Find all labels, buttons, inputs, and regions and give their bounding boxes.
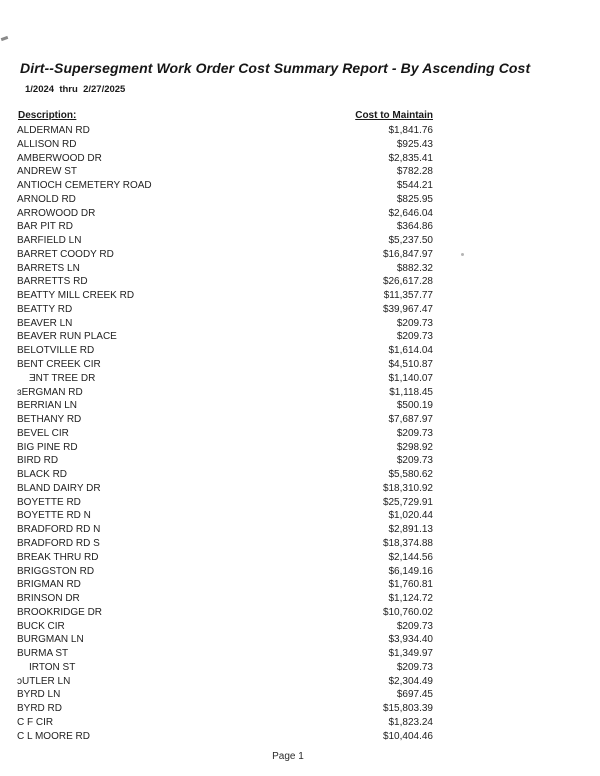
table-row bbox=[0, 248, 600, 262]
road-name: BURMA ST bbox=[17, 648, 69, 660]
cost-value: $209.73 bbox=[396, 317, 433, 329]
table-row bbox=[0, 592, 600, 606]
cost-value: $1,020.44 bbox=[388, 510, 433, 522]
road-name: BETHANY RD bbox=[17, 414, 82, 426]
cost-value: $209.73 bbox=[396, 620, 433, 632]
description-column-header: Description: bbox=[18, 110, 77, 121]
cost-value: $39,967.47 bbox=[382, 303, 433, 315]
road-name: BYRD RD bbox=[17, 703, 63, 715]
cost-value: $825.95 bbox=[396, 193, 433, 205]
cost-value: $209.73 bbox=[396, 331, 433, 343]
road-name: BRIGGSTON RD bbox=[17, 565, 95, 577]
cost-value: $1,614.04 bbox=[388, 345, 433, 357]
road-name: ANDREW ST bbox=[17, 166, 77, 178]
road-name: BELOTVILLE RD bbox=[17, 345, 95, 357]
road-name: BAR PIT RD bbox=[17, 221, 73, 233]
road-name: BLAND DAIRY DR bbox=[17, 482, 101, 494]
cost-value: $16,847.97 bbox=[382, 248, 433, 260]
table-row bbox=[0, 152, 600, 166]
cost-value: $925.43 bbox=[396, 138, 433, 150]
road-name: C L MOORE RD bbox=[17, 730, 90, 742]
cost-value: $1,124.72 bbox=[388, 593, 433, 605]
cost-value: $3,934.40 bbox=[388, 634, 433, 646]
table-row bbox=[0, 661, 600, 675]
table-row bbox=[0, 537, 600, 551]
road-name: BERRIAN LN bbox=[17, 400, 78, 412]
cost-value: $10,404.46 bbox=[382, 730, 433, 742]
cost-value: $1,841.76 bbox=[388, 125, 433, 136]
table-row bbox=[0, 179, 600, 193]
table-row bbox=[0, 606, 600, 620]
cost-value: $882.32 bbox=[396, 262, 433, 274]
road-name: BARRET COODY RD bbox=[17, 248, 114, 260]
road-name: BRINSON DR bbox=[17, 593, 80, 605]
road-name: BURGMAN LN bbox=[17, 634, 84, 646]
cost-value: $26,617.28 bbox=[382, 276, 433, 288]
cost-value: $2,304.49 bbox=[388, 675, 433, 687]
road-name: BEVEL CIR bbox=[17, 427, 69, 439]
cost-value: $782.28 bbox=[396, 166, 433, 178]
road-name: ƎNT TREE DR bbox=[29, 372, 96, 384]
road-name: BYRD LN bbox=[17, 689, 61, 701]
road-name: BARRETS LN bbox=[17, 262, 80, 274]
road-name: BUCK CIR bbox=[17, 620, 65, 632]
cost-value: $2,891.13 bbox=[388, 524, 433, 536]
table-row bbox=[0, 289, 600, 303]
table-row bbox=[0, 688, 600, 702]
cost-value: $1,140.07 bbox=[388, 372, 433, 384]
cost-value: $7,687.97 bbox=[388, 414, 433, 426]
road-name: ARNOLD RD bbox=[17, 193, 76, 205]
cost-value: $1,118.45 bbox=[389, 386, 433, 398]
road-name: C F CIR bbox=[17, 716, 54, 728]
table-row bbox=[0, 578, 600, 592]
cost-value: $1,760.81 bbox=[388, 579, 433, 591]
table-row bbox=[0, 220, 600, 234]
table-row bbox=[0, 138, 600, 152]
road-name: BEATTY RD bbox=[17, 303, 73, 315]
road-name: BIG PINE RD bbox=[17, 441, 78, 453]
report-rows bbox=[0, 124, 600, 743]
cost-value: $697.45 bbox=[396, 689, 433, 701]
cost-value: $4,510.87 bbox=[388, 359, 433, 371]
report-date-range: 1/2024 thru 2/27/2025 bbox=[25, 84, 126, 95]
table-row bbox=[0, 372, 600, 386]
cost-value: $209.73 bbox=[396, 427, 433, 439]
table-row bbox=[0, 633, 600, 647]
cost-value: $209.73 bbox=[396, 455, 433, 467]
table-row bbox=[0, 399, 600, 413]
road-name: BOYETTE RD N bbox=[17, 510, 91, 522]
road-name: ALLISON RD bbox=[17, 138, 77, 150]
cost-value: $15,803.39 bbox=[382, 703, 433, 715]
cost-value: $11,357.77 bbox=[383, 290, 433, 302]
road-name: BOYETTE RD bbox=[17, 496, 81, 508]
table-row bbox=[0, 124, 600, 138]
cost-value: $1,349.97 bbox=[388, 648, 433, 660]
report-title: Dirt--Supersegment Work Order Cost Summary Report - By Ascending Cost bbox=[20, 60, 531, 76]
road-name: BARRETTS RD bbox=[17, 276, 88, 288]
road-name: BEAVER RUN PLACE bbox=[17, 331, 117, 343]
cost-column-header: Cost to Maintain bbox=[355, 110, 433, 121]
road-name: BROOKRIDGE DR bbox=[17, 606, 103, 618]
cost-value: $10,760.02 bbox=[382, 606, 433, 618]
cost-value: $25,729.91 bbox=[382, 496, 433, 508]
table-row bbox=[0, 358, 600, 372]
road-name: BIRD RD bbox=[17, 455, 59, 467]
road-name: BLACK RD bbox=[17, 469, 68, 481]
cost-value: $18,310.92 bbox=[382, 482, 433, 494]
page-number: Page 1 bbox=[272, 751, 304, 762]
table-row bbox=[0, 454, 600, 468]
table-row bbox=[0, 303, 600, 317]
cost-value: $1,823.24 bbox=[388, 716, 433, 728]
cost-value: $5,580.62 bbox=[388, 469, 433, 481]
table-row bbox=[0, 496, 600, 510]
table-row bbox=[0, 207, 600, 221]
table-row bbox=[0, 413, 600, 427]
table-row bbox=[0, 730, 600, 744]
road-name: IRTON ST bbox=[29, 661, 76, 673]
cost-value: $544.21 bbox=[396, 180, 433, 192]
road-name: BREAK THRU RD bbox=[17, 551, 99, 563]
table-row bbox=[0, 344, 600, 358]
table-row bbox=[0, 565, 600, 579]
road-name: BRIGMAN RD bbox=[17, 579, 81, 591]
cost-value: $6,149.16 bbox=[388, 565, 433, 577]
table-row bbox=[0, 620, 600, 634]
table-row bbox=[0, 702, 600, 716]
table-row bbox=[0, 675, 600, 689]
table-row bbox=[0, 551, 600, 565]
table-row bbox=[0, 523, 600, 537]
table-row bbox=[0, 262, 600, 276]
table-row bbox=[0, 317, 600, 331]
table-row bbox=[0, 165, 600, 179]
table-row bbox=[0, 441, 600, 455]
scan-smudge bbox=[1, 36, 9, 41]
cost-value: $2,835.41 bbox=[388, 152, 433, 164]
table-row bbox=[0, 427, 600, 441]
cost-value: $2,144.56 bbox=[388, 551, 433, 563]
road-name: BRADFORD RD N bbox=[17, 524, 101, 536]
table-row bbox=[0, 234, 600, 248]
cost-value: $5,237.50 bbox=[388, 235, 433, 247]
cost-value: $18,374.88 bbox=[382, 537, 433, 549]
road-name: ARROWOOD DR bbox=[17, 207, 96, 219]
road-name: AMBERWOOD DR bbox=[17, 152, 102, 164]
table-row bbox=[0, 716, 600, 730]
table-row bbox=[0, 482, 600, 496]
table-row bbox=[0, 330, 600, 344]
road-name: ALDERMAN RD bbox=[17, 125, 90, 136]
table-row bbox=[0, 509, 600, 523]
road-name: ɔUTLER LN bbox=[17, 675, 71, 687]
road-name: BARFIELD LN bbox=[17, 235, 82, 247]
road-name: BEAVER LN bbox=[17, 317, 73, 329]
road-name: BEATTY MILL CREEK RD bbox=[17, 290, 135, 302]
table-row bbox=[0, 275, 600, 289]
road-name: BENT CREEK CIR bbox=[17, 359, 101, 371]
table-row bbox=[0, 468, 600, 482]
road-name: BRADFORD RD S bbox=[17, 537, 100, 549]
table-row bbox=[0, 193, 600, 207]
cost-value: $364.86 bbox=[396, 221, 433, 233]
cost-value: $500.19 bbox=[396, 400, 433, 412]
road-name: ANTIOCH CEMETERY ROAD bbox=[17, 180, 152, 192]
table-row bbox=[0, 386, 600, 400]
road-name: ɜERGMAN RD bbox=[17, 386, 83, 398]
table-row bbox=[0, 647, 600, 661]
cost-value: $209.73 bbox=[396, 661, 433, 673]
cost-value: $2,646.04 bbox=[388, 207, 433, 219]
cost-value: $298.92 bbox=[396, 441, 433, 453]
